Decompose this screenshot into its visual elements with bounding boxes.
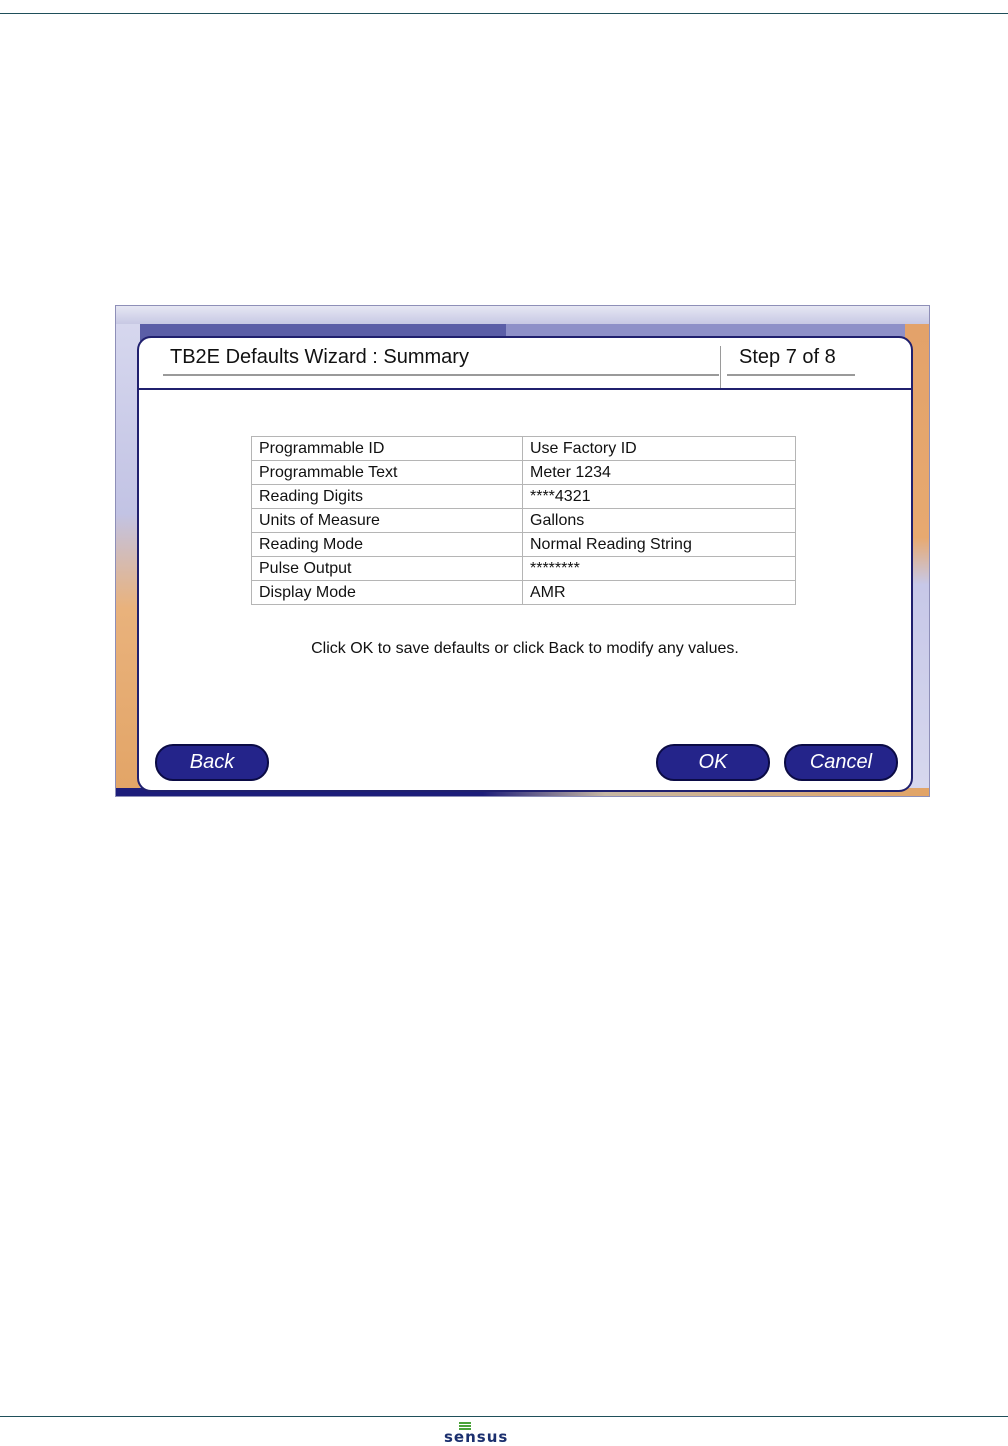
- step-indicator: Step 7 of 8: [739, 346, 836, 368]
- summary-table: [251, 436, 796, 605]
- page-top-rule: [0, 13, 1008, 14]
- field-value: Use Factory ID: [523, 437, 796, 461]
- field-value: ****4321: [523, 485, 796, 509]
- step-underline: [727, 374, 855, 376]
- field-value: AMR: [523, 581, 796, 605]
- field-value: Meter 1234: [523, 461, 796, 485]
- table-row: [252, 581, 796, 605]
- field-label: Reading Mode: [252, 533, 523, 557]
- header-divider: [720, 346, 721, 388]
- field-label: Display Mode: [252, 581, 523, 605]
- field-value: ********: [523, 557, 796, 581]
- wizard-dialog: [137, 336, 913, 792]
- dialog-title: TB2E Defaults Wizard : Summary: [170, 346, 469, 368]
- logo-text: sensus: [444, 1428, 509, 1446]
- sensus-logo: [444, 1420, 524, 1445]
- back-button[interactable]: Back: [155, 744, 269, 781]
- title-underline: [163, 374, 719, 376]
- field-label: Units of Measure: [252, 509, 523, 533]
- cancel-button[interactable]: Cancel: [784, 744, 898, 781]
- table-row: [252, 461, 796, 485]
- page-bottom-rule: [0, 1416, 1008, 1417]
- field-label: Reading Digits: [252, 485, 523, 509]
- field-label: Pulse Output: [252, 557, 523, 581]
- frame-top-band: [116, 306, 930, 324]
- field-value: Normal Reading String: [523, 533, 796, 557]
- field-label: Programmable Text: [252, 461, 523, 485]
- field-label: Programmable ID: [252, 437, 523, 461]
- ok-button[interactable]: OK: [656, 744, 770, 781]
- table-row: [252, 437, 796, 461]
- dialog-header: [139, 338, 911, 390]
- table-row: [252, 533, 796, 557]
- table-row: [252, 485, 796, 509]
- table-row: [252, 557, 796, 581]
- instructions-text: Click OK to save defaults or click Back to modify any values.: [311, 640, 739, 657]
- field-value: Gallons: [523, 509, 796, 533]
- table-row: [252, 509, 796, 533]
